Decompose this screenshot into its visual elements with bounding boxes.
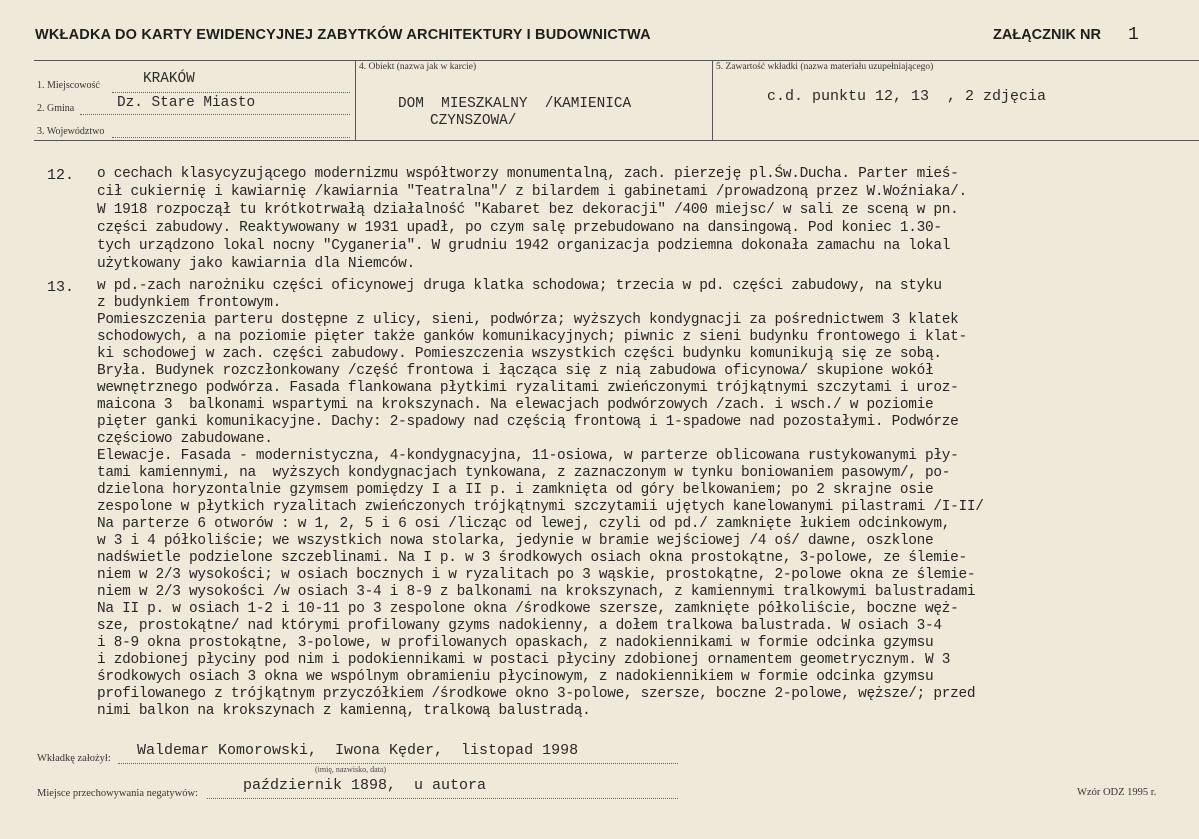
zawartosc-value: c.d. punktu 12, 13 , 2 zdjęcia	[767, 88, 1047, 105]
text-line: W 1918 rozpoczął tu krótkotrwałą działalność "Kabaret bez dekoracji" /400 miejsc/ w sali ze sceną w pn.	[97, 202, 959, 218]
text-line: cił cukiernię i kawiarnię /kawiarnia "Teatralna"/ z bilardem i gabinetami /prowadzoną przez W.Woźniaka/.	[97, 184, 967, 200]
text-line: Na parterze 6 otworów : w 1, 2, 5 i 6 osi /licząc od lewej, czyli od pd./ zamknięte łukiem odcinkowym,	[97, 516, 951, 532]
text-line: częściowo zabudowane.	[97, 431, 273, 447]
text-line: Na II p. w osiach 1-2 i 10-11 po 3 zespolone okna /środkowe szersze, zamknięte półkoliście, boczne węż-	[97, 601, 959, 617]
miejscowosc-label: 1. Miejscowość	[37, 80, 100, 91]
text-line: i zdobionej płyciny pod nim i podokiennikami w postaci płyciny zdobionej ornamentem geometrycznym. W 3	[97, 652, 951, 668]
miejsce-label: Miejsce przechowywania negatywów:	[37, 788, 198, 799]
header-box-bottom	[34, 140, 1199, 141]
text-line: nimi balkon na krokszynach z kamienną, tralkową balustradą.	[97, 703, 591, 719]
text-line: dzielona horyzontalnie gzymsem pomiędzy I a II p. i zamknięta od góry belkowaniem; po 2 skrajne osie	[97, 482, 934, 498]
wojewodztwo-label: 3. Województwo	[37, 126, 105, 137]
text-line: maicona 3 balkonami wspartymi na krokszynach. Na elewacjach podwórzowych /zach. i wsch./ w poziomie	[97, 397, 934, 413]
gmina-dots	[80, 114, 350, 115]
text-line: profilowanego z trójkątnym przyczółkiem /środkowe okno 3-polowe, szersze, boczne 2-polowe, węższe/; przed	[97, 686, 976, 702]
text-line: w 3 i 4 półkoliście; we wszystkich nowa stolarka, jedynie w bramie wejściowej /4 oś/ dawne, oszklone	[97, 533, 934, 549]
form-version: Wzór ODZ 1995 r.	[1077, 787, 1157, 798]
text-line: niem w 2/3 wysokości /w osiach 3-4 i 8-9 z balkonami na krokszynach, z kamiennymi tralkowymi balustradami	[97, 584, 976, 600]
zalozyl-value: Waldemar Komorowski, Iwona Kęder, listopad 1998	[137, 742, 579, 759]
header-divider-1	[355, 60, 356, 140]
text-line: sze, prostokątne/ nad którymi profilowany gzyms nadokienny, a dołem tralkowa balustrada. W osiach 3-4	[97, 618, 942, 634]
section-12-number: 12.	[47, 167, 75, 184]
obiekt-label: 4. Obiekt (nazwa jak w karcie)	[359, 62, 477, 72]
text-line: części zabudowy. Reaktywowany w 1931 upadł, po czym salę przebudowano na dansingową. Pod koniec 1.30-	[97, 220, 942, 236]
text-line: nadświetle podzielone szczeblinami. Na I p. w 3 środkowych osiach okna prostokątne, 3-polowe, ze ślemie-	[97, 550, 967, 566]
header-box-top	[34, 60, 1199, 61]
text-line: Elewacje. Fasada - modernistyczna, 4-kondygnacyjna, 11-osiowa, w parterze oblicowana rustykowanymi pły-	[97, 448, 959, 464]
text-line: niem w 2/3 wysokości; w osiach bocznych i w ryzalitach po 3 wąskie, prostokątne, 2-polowe okna ze ślemie-	[97, 567, 976, 583]
text-line: Pomieszczenia parteru dostępne z ulicy, sieni, podwórza; wyższych kondygnacji za pośrednictwem 3 klatek	[97, 312, 959, 328]
obiekt-value-line2: CZYNSZOWA/	[430, 113, 517, 129]
document-title: WKŁADKA DO KARTY EWIDENCYJNEJ ZABYTKÓW ARCHITEKTURY I BUDOWNICTWA	[35, 27, 651, 43]
wojewodztwo-dots	[112, 137, 350, 138]
annex-number: 1	[1128, 25, 1139, 45]
text-line: o cechach klasycyzującego modernizmu współtworzy monumentalną, zach. pierzeję pl.Św.Ducha. Parter mieś-	[97, 166, 959, 182]
text-line: pięter ganki komunikacyjne. Dachy: 2-spadowy nad częścią frontową i 1-spadowe nad pozostałymi. Podwórze	[97, 414, 959, 430]
text-line: ki schodowej w zach. części zabudowy. Pomieszczenia wszystkich części budynku komunikują się ze sobą.	[97, 346, 942, 362]
text-line: tych urządzono lokal nocny "Cyganeria". W grudniu 1942 organizacja podziemna dokonała zamachu na lokal	[97, 238, 951, 254]
gmina-value: Dz. Stare Miasto	[117, 95, 256, 111]
section-13-number: 13.	[47, 279, 75, 296]
miejsce-dots	[207, 798, 678, 799]
miejscowosc-value: KRAKÓW	[143, 71, 195, 87]
text-line: schodowych, a na poziomie pięter także ganków komunikacyjnych; piwnic z sieni budynku frontowego i klat-	[97, 329, 967, 345]
zalozyl-sub: (imię, nazwisko, data)	[315, 765, 387, 774]
obiekt-value-line1: DOM MIESZKALNY /KAMIENICA	[398, 96, 632, 112]
miejscowosc-dots	[112, 92, 350, 93]
text-line: zespolone w płytkich ryzalitach zwieńczonych trójkątnymi szczytamii ujętych kanelowanymi pilastrami /I-II/	[97, 499, 984, 515]
miejsce-value: październik 1898, u autora	[243, 777, 487, 794]
text-line: tami kamiennymi, na wyższych kondygnacjach tynkowana, z zaznaczonym w tynku boniowaniem pasowym/, po-	[97, 465, 951, 481]
text-line: w pd.-zach narożniku części oficynowej druga klatka schodowa; trzecia w pd. części zabudowy, na styku	[97, 278, 942, 294]
text-line: wewnętrznego podwórza. Fasada flankowana płytkimi ryzalitami zwieńczonymi trójkątnymi szczytami i uroz-	[97, 380, 959, 396]
gmina-label: 2. Gmina	[37, 103, 75, 114]
text-line: i 8-9 okna prostokątne, 3-polowe, w profilowanych opaskach, z nadokiennikami w formie odcinka gzymsu	[97, 635, 934, 651]
text-line: użytkowany jako kawiarnia dla Niemców.	[97, 256, 415, 272]
zalozyl-label: Wkładkę założył:	[37, 753, 111, 764]
annex-label: ZAŁĄCZNIK NR	[993, 27, 1101, 43]
text-line: Bryła. Budynek rozczłonkowany /część frontowa i łącząca się z nią zabudowa oficynowa/ skupione wokół	[97, 363, 934, 379]
zawartosc-label: 5. Zawartość wkładki (nazwa materiału uzupełniającego)	[716, 62, 934, 72]
zalozyl-dots	[118, 763, 678, 764]
text-line: środkowych osiach 3 okna we wspólnym obramieniu płycinowym, z nadokiennikiem w formie odcinka gzymsu	[97, 669, 934, 685]
text-line: z budynkiem frontowym.	[97, 295, 282, 311]
header-divider-2	[712, 60, 713, 140]
